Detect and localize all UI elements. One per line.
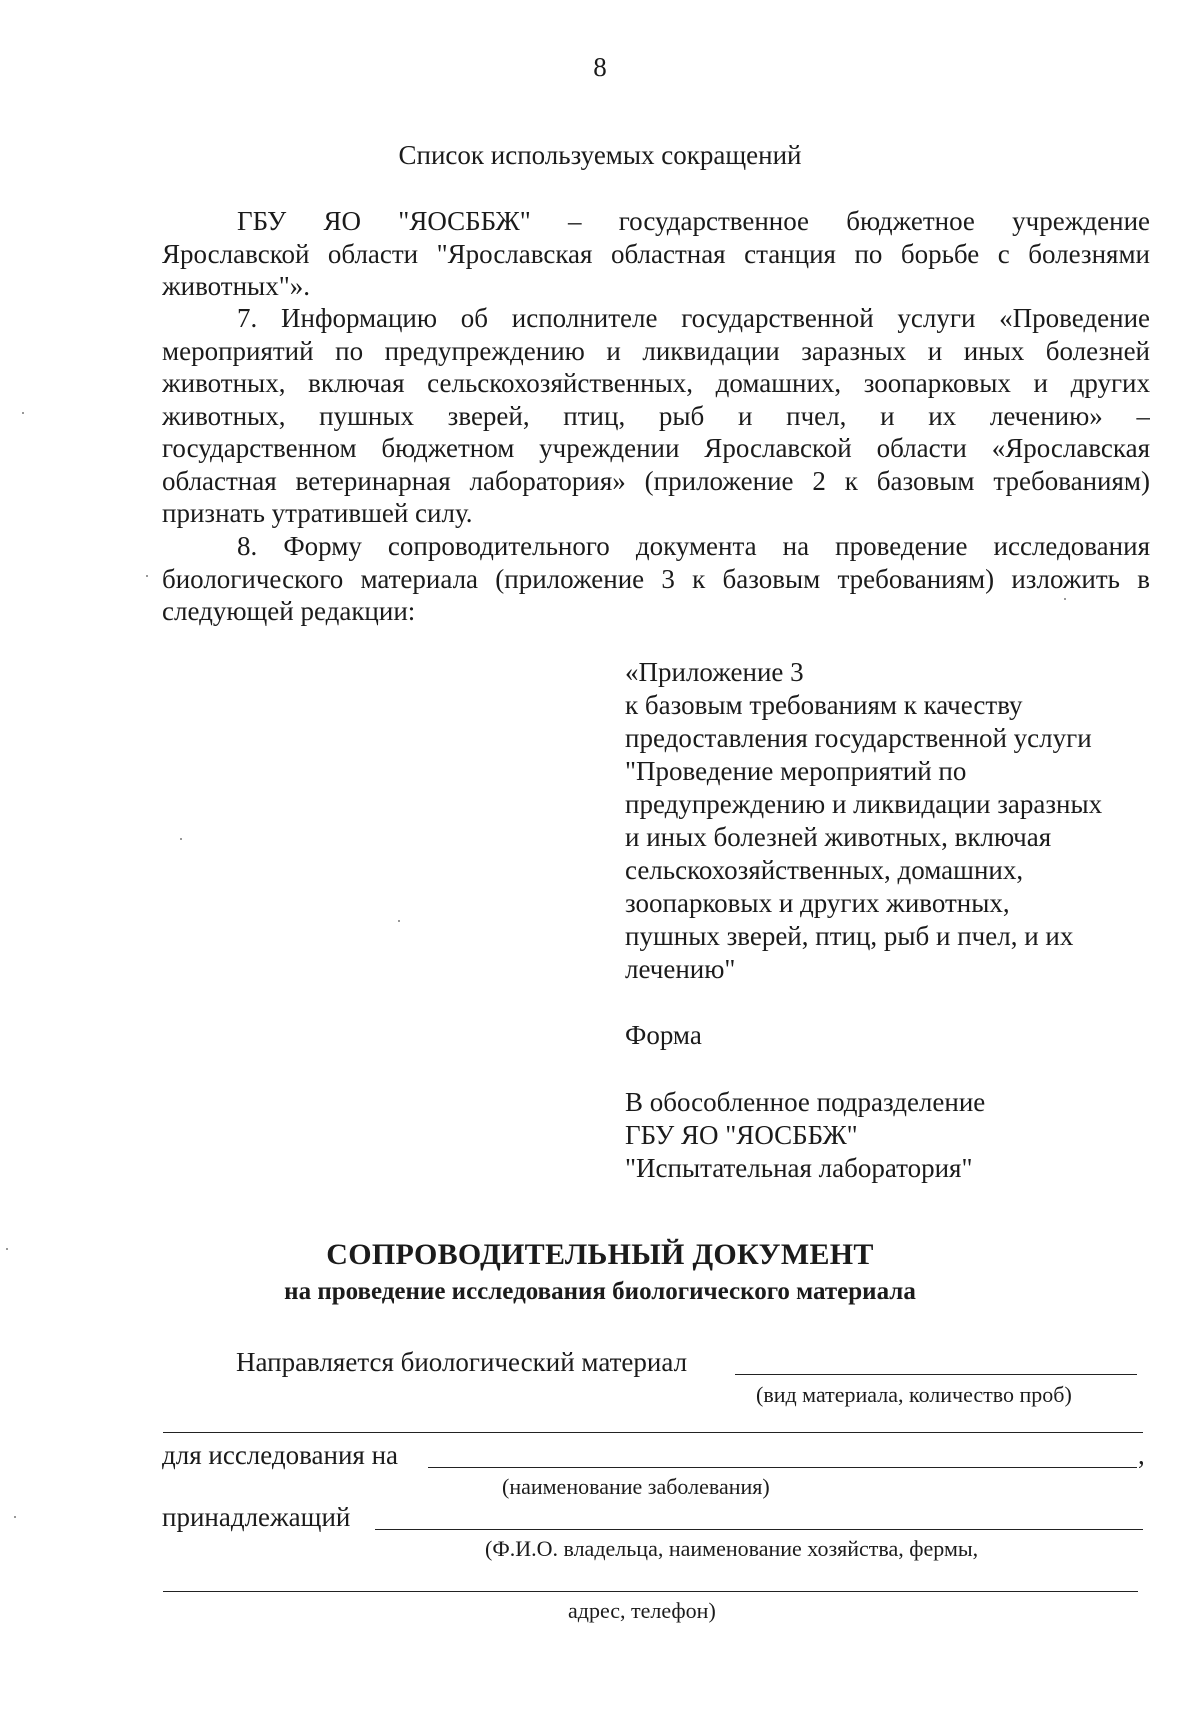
text-line: животных, пушных зверей, птиц, рыб и пчел, и их лечению» –	[162, 400, 1150, 431]
item-7-paragraph	[162, 302, 1150, 530]
text-line: Ярославской области "Ярославская областная станция по борьбе с болезнями	[162, 238, 1150, 269]
abbreviation-paragraph	[162, 205, 1150, 303]
text-line: животных, включая сельскохозяйственных, домашних, зоопарковых и других	[162, 368, 1150, 398]
abbreviations-heading: Список используемых сокращений	[398, 140, 802, 170]
scan-speck	[180, 838, 182, 840]
text-line: мероприятий по предупреждению и ликвидации заразных и иных болезней	[162, 335, 1150, 366]
scan-speck	[146, 575, 148, 577]
scan-speck	[1064, 598, 1066, 600]
addressee-line: ГБУ ЯО "ЯОСББЖ"	[625, 1120, 858, 1150]
text-line: признать утратившей силу.	[162, 498, 473, 528]
scan-speck	[398, 920, 400, 922]
owner-input-line[interactable]	[375, 1529, 1143, 1530]
addressee-line: "Испытательная лаборатория"	[625, 1153, 973, 1183]
owner-label: принадлежащий	[162, 1502, 351, 1532]
appendix-line: к базовым требованиям к качеству	[625, 690, 1023, 720]
addressee-line: В обособленное подразделение	[625, 1087, 986, 1117]
material-continuation-line[interactable]	[163, 1432, 1143, 1433]
scan-speck	[6, 1248, 8, 1250]
text-line: ГБУ ЯО "ЯОСББЖ" – государственное бюджетное учреждение	[237, 206, 1150, 236]
appendix-line: пушных зверей, птиц, рыб и пчел, и их	[625, 921, 1074, 951]
text-line: 7. Информацию об исполнителе государственной услуги «Проведение	[237, 303, 1150, 333]
appendix-header	[625, 656, 1165, 986]
research-trailing-comma: ,	[1138, 1440, 1145, 1470]
scan-speck	[14, 1516, 16, 1518]
material-hint: (вид материала, количество проб)	[756, 1382, 1072, 1407]
addressee-block	[625, 1086, 985, 1185]
owner-hint: (Ф.И.О. владельца, наименование хозяйства, фермы,	[485, 1536, 979, 1561]
appendix-line: "Проведение мероприятий по	[625, 756, 967, 786]
form-label: Форма	[625, 1020, 702, 1050]
appendix-line: зоопарковых и других животных,	[625, 888, 1010, 918]
item-8-paragraph	[162, 530, 1150, 628]
document-title: СОПРОВОДИТЕЛЬНЫЙ ДОКУМЕНТ	[326, 1238, 874, 1271]
scan-speck	[22, 412, 24, 414]
text-line: следующей редакции:	[162, 596, 416, 626]
text-line: областная ветеринарная лаборатория» (приложение 2 к базовым требованиям)	[162, 465, 1150, 496]
text-line: 8. Форму сопроводительного документа на проведение исследования	[237, 531, 1150, 561]
material-label: Направляется биологический материал	[236, 1347, 688, 1377]
page-number: 8	[593, 52, 607, 82]
appendix-line: предупреждению и ликвидации заразных	[625, 789, 1103, 819]
appendix-line: лечению"	[625, 954, 736, 984]
address-hint: адрес, телефон)	[568, 1598, 716, 1623]
text-line: государственном бюджетном учреждении Ярославской области «Ярославская	[162, 433, 1150, 463]
address-input-line[interactable]	[163, 1591, 1138, 1592]
material-input-line[interactable]	[735, 1374, 1137, 1375]
disease-hint: (наименование заболевания)	[502, 1474, 770, 1499]
research-label: для исследования на	[162, 1440, 399, 1470]
text-line: животных"».	[162, 271, 310, 301]
appendix-line: сельскохозяйственных, домашних,	[625, 855, 1024, 885]
text-line: биологического материала (приложение 3 к базовым требованиям) изложить в	[162, 563, 1150, 594]
appendix-line: и иных болезней животных, включая	[625, 822, 1052, 852]
appendix-line: «Приложение 3	[625, 657, 804, 687]
document-subtitle: на проведение исследования биологического материала	[284, 1278, 916, 1305]
disease-input-line[interactable]	[428, 1467, 1137, 1468]
appendix-line: предоставления государственной услуги	[625, 723, 1092, 753]
